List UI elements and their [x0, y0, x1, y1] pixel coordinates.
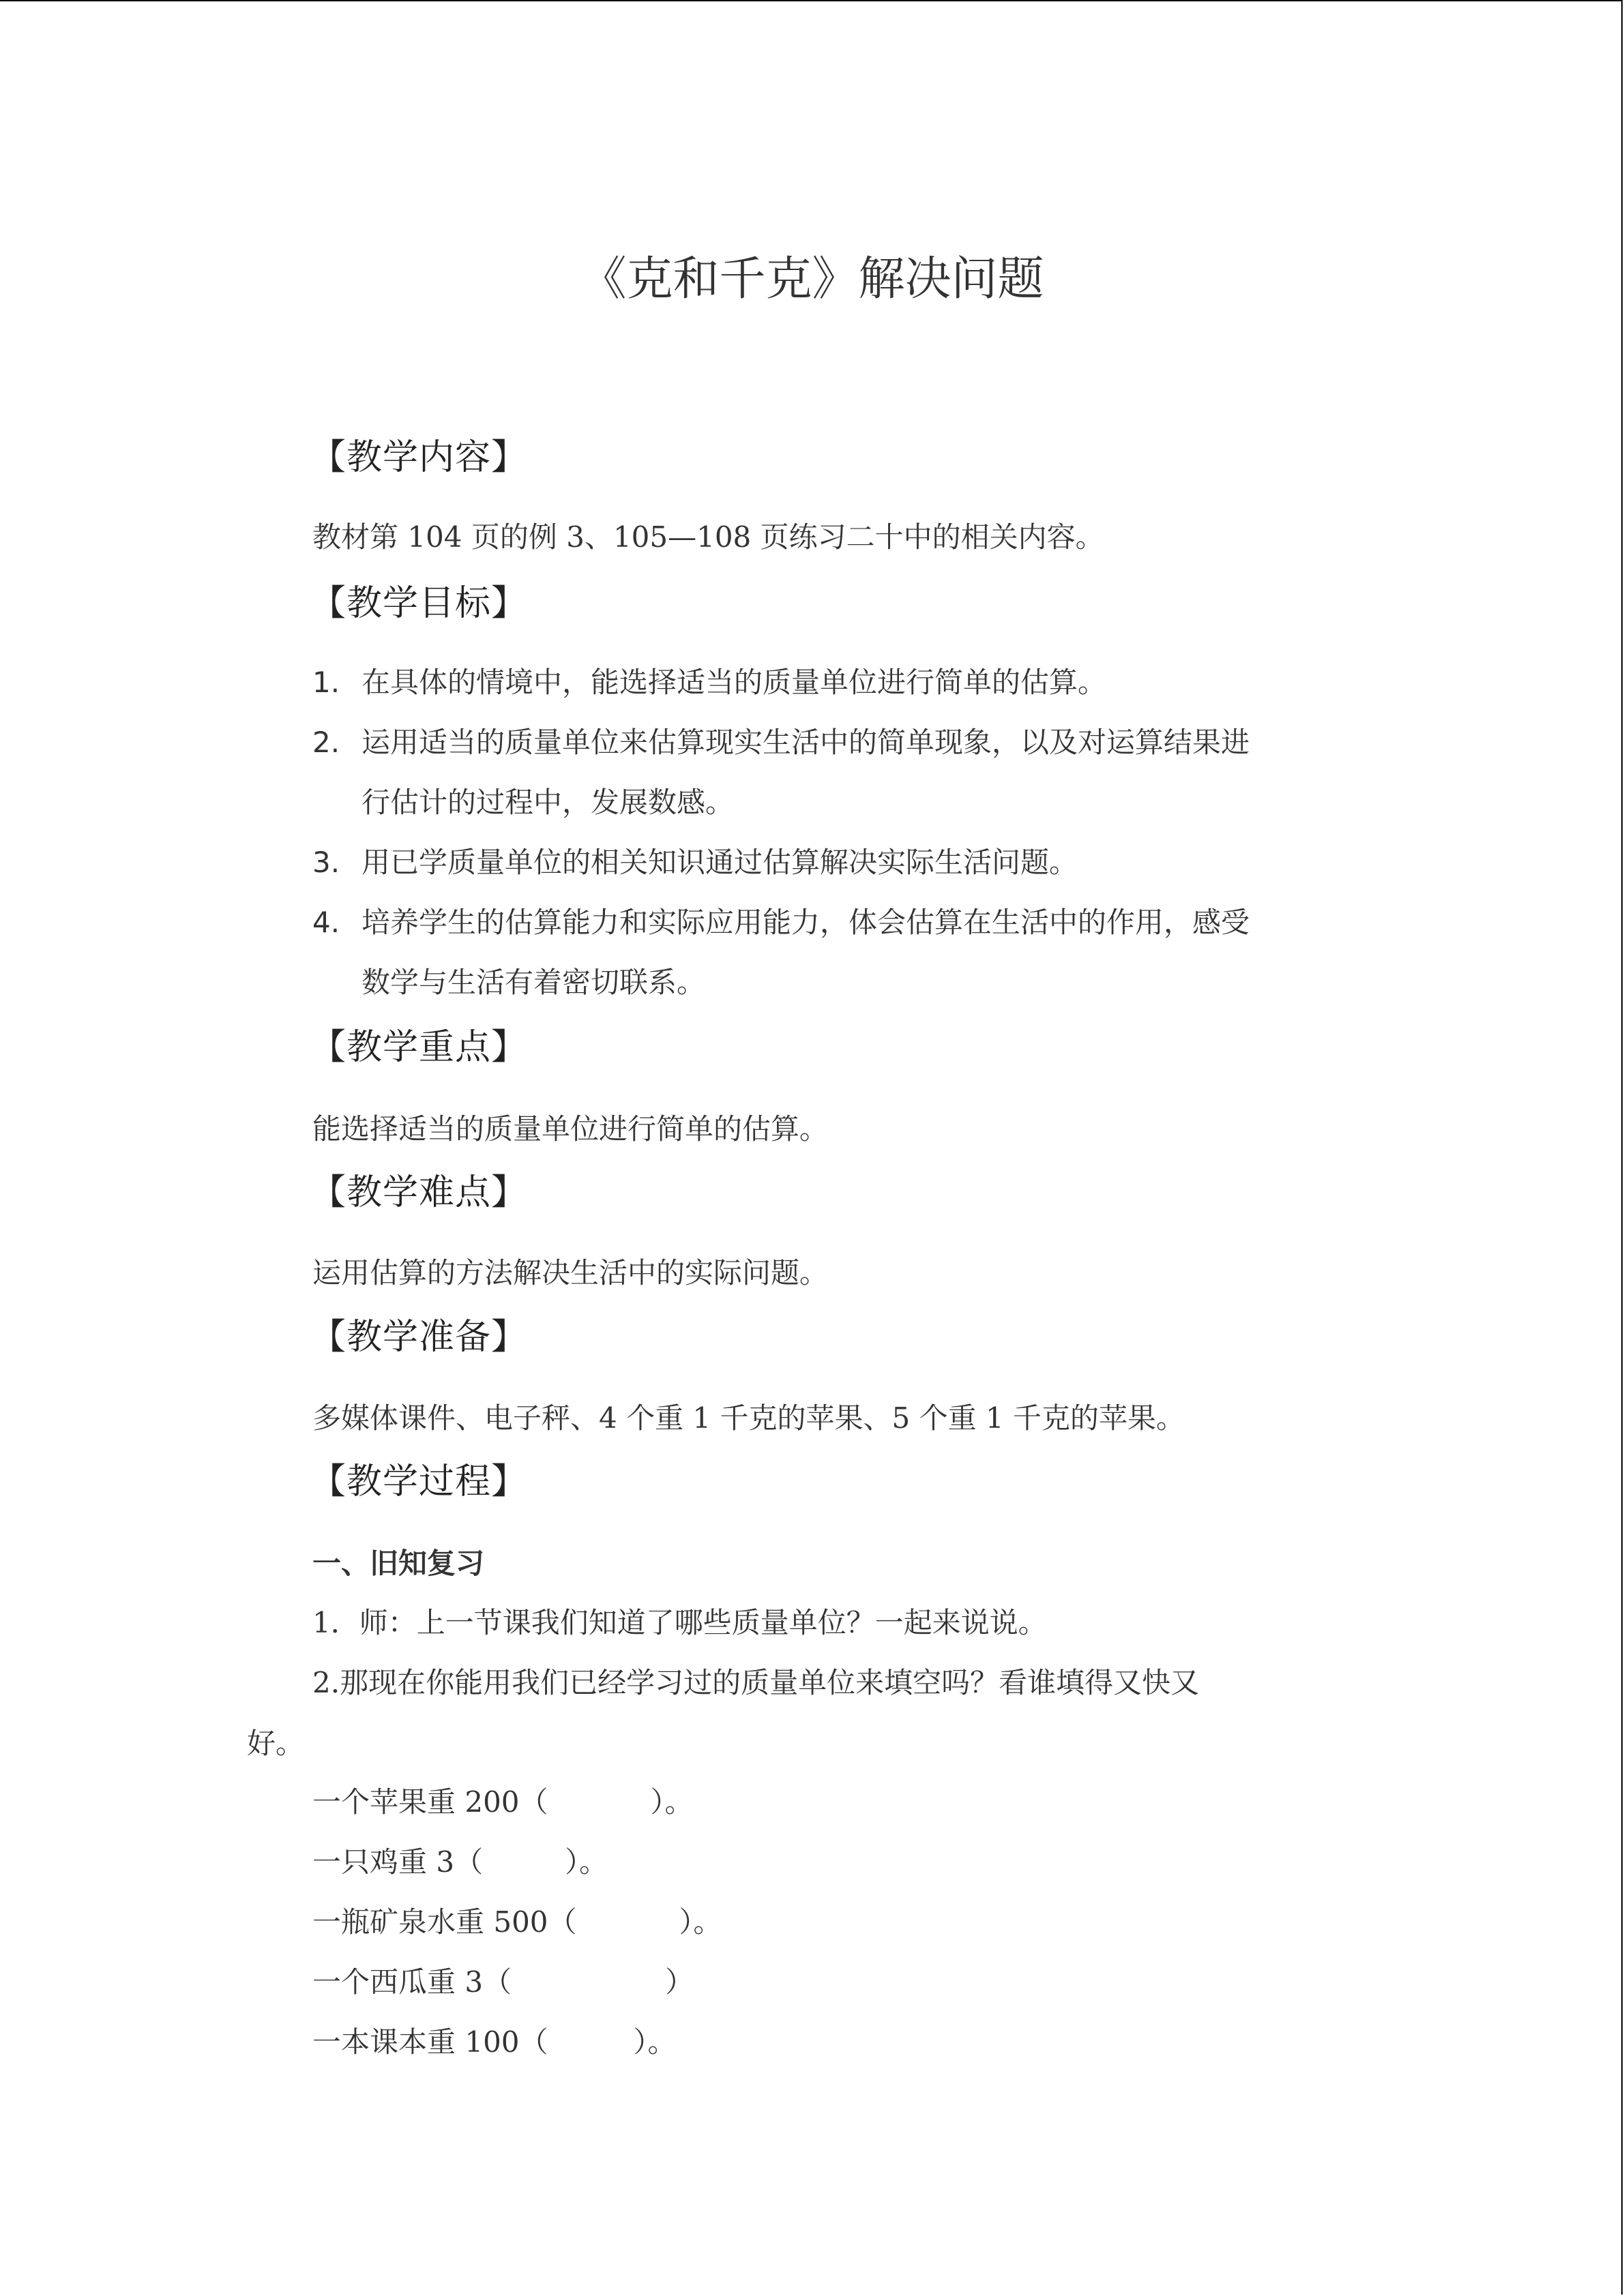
goal-text: 在具体的情境中，能选择适当的质量单位进行简单的估算。	[361, 666, 1107, 699]
fill-blank-prefix: 一只鸡重 3（	[312, 1845, 484, 1879]
goal-text: 培养学生的估算能力和实际应用能力，体会估算在生活中的作用，感受	[361, 906, 1250, 939]
fill-blank-prefix: 一个苹果重 200（	[312, 1785, 548, 1819]
process-step-1: 1．师：上一节课我们知道了哪些质量单位？一起来说说。	[312, 1606, 1047, 1639]
section-heading-key-point: 【教学重点】	[310, 1027, 528, 1068]
content-text: 教材第 104 页的例 3、105—108 页练习二十中的相关内容。	[312, 520, 1104, 554]
process-subheading: 一、旧知复习	[312, 1547, 485, 1580]
goal-item-1	[312, 660, 1106, 701]
goal-text-continued: 行估计的过程中，发展数感。	[361, 786, 735, 819]
goal-number: 1.	[312, 666, 340, 699]
goal-item-4	[312, 900, 1250, 999]
fill-blank-suffix: ）。	[565, 1845, 608, 1879]
process-step-2: 2.那现在你能用我们已经学习过的质量单位来填空吗？看谁填得又快又	[312, 1666, 1200, 1699]
goal-item-3	[312, 840, 1078, 881]
fill-blank-suffix: ）。	[633, 2025, 677, 2059]
process-step-2-continued: 好。	[247, 1727, 305, 1760]
goal-text: 用已学质量单位的相关知识通过估算解决实际生活问题。	[361, 846, 1078, 879]
section-heading-goals: 【教学目标】	[310, 583, 528, 624]
fill-blank-suffix: ）。	[650, 1785, 694, 1819]
preparation-text: 多媒体课件、电子秤、4 个重 1 千克的苹果、5 个重 1 千克的苹果。	[312, 1401, 1185, 1435]
goal-number: 3.	[312, 846, 340, 879]
fill-blank-prefix: 一个西瓜重 3（	[312, 1965, 512, 1999]
goal-text: 运用适当的质量单位来估算现实生活中的简单现象，以及对运算结果进	[361, 726, 1250, 759]
section-heading-process: 【教学过程】	[310, 1461, 528, 1502]
fill-blank-item	[312, 1900, 722, 1941]
section-heading-preparation: 【教学准备】	[310, 1317, 528, 1358]
goal-number: 2.	[312, 726, 340, 759]
fill-blank-prefix: 一瓶矿泉水重 500（	[312, 1905, 577, 1939]
difficulty-text: 运用估算的方法解决生活中的实际问题。	[312, 1256, 829, 1289]
fill-blank-item	[312, 1960, 694, 2001]
fill-blank-prefix: 一本课本重 100（	[312, 2025, 548, 2059]
fill-blank-item	[312, 1780, 694, 1821]
fill-blank-item	[312, 2020, 677, 2061]
section-heading-difficulty: 【教学难点】	[310, 1172, 528, 1213]
goal-text-continued: 数学与生活有着密切联系。	[361, 966, 706, 999]
section-heading-content: 【教学内容】	[310, 437, 528, 478]
page-title: 《克和千克》解决问题	[580, 252, 1044, 306]
fill-blank-item	[312, 1840, 608, 1881]
goal-item-2	[312, 720, 1250, 819]
goal-number: 4.	[312, 906, 340, 939]
fill-blank-suffix: ）	[665, 1965, 694, 1999]
fill-blank-suffix: ）。	[679, 1905, 722, 1939]
key-point-text: 能选择适当的质量单位进行简单的估算。	[312, 1112, 829, 1146]
